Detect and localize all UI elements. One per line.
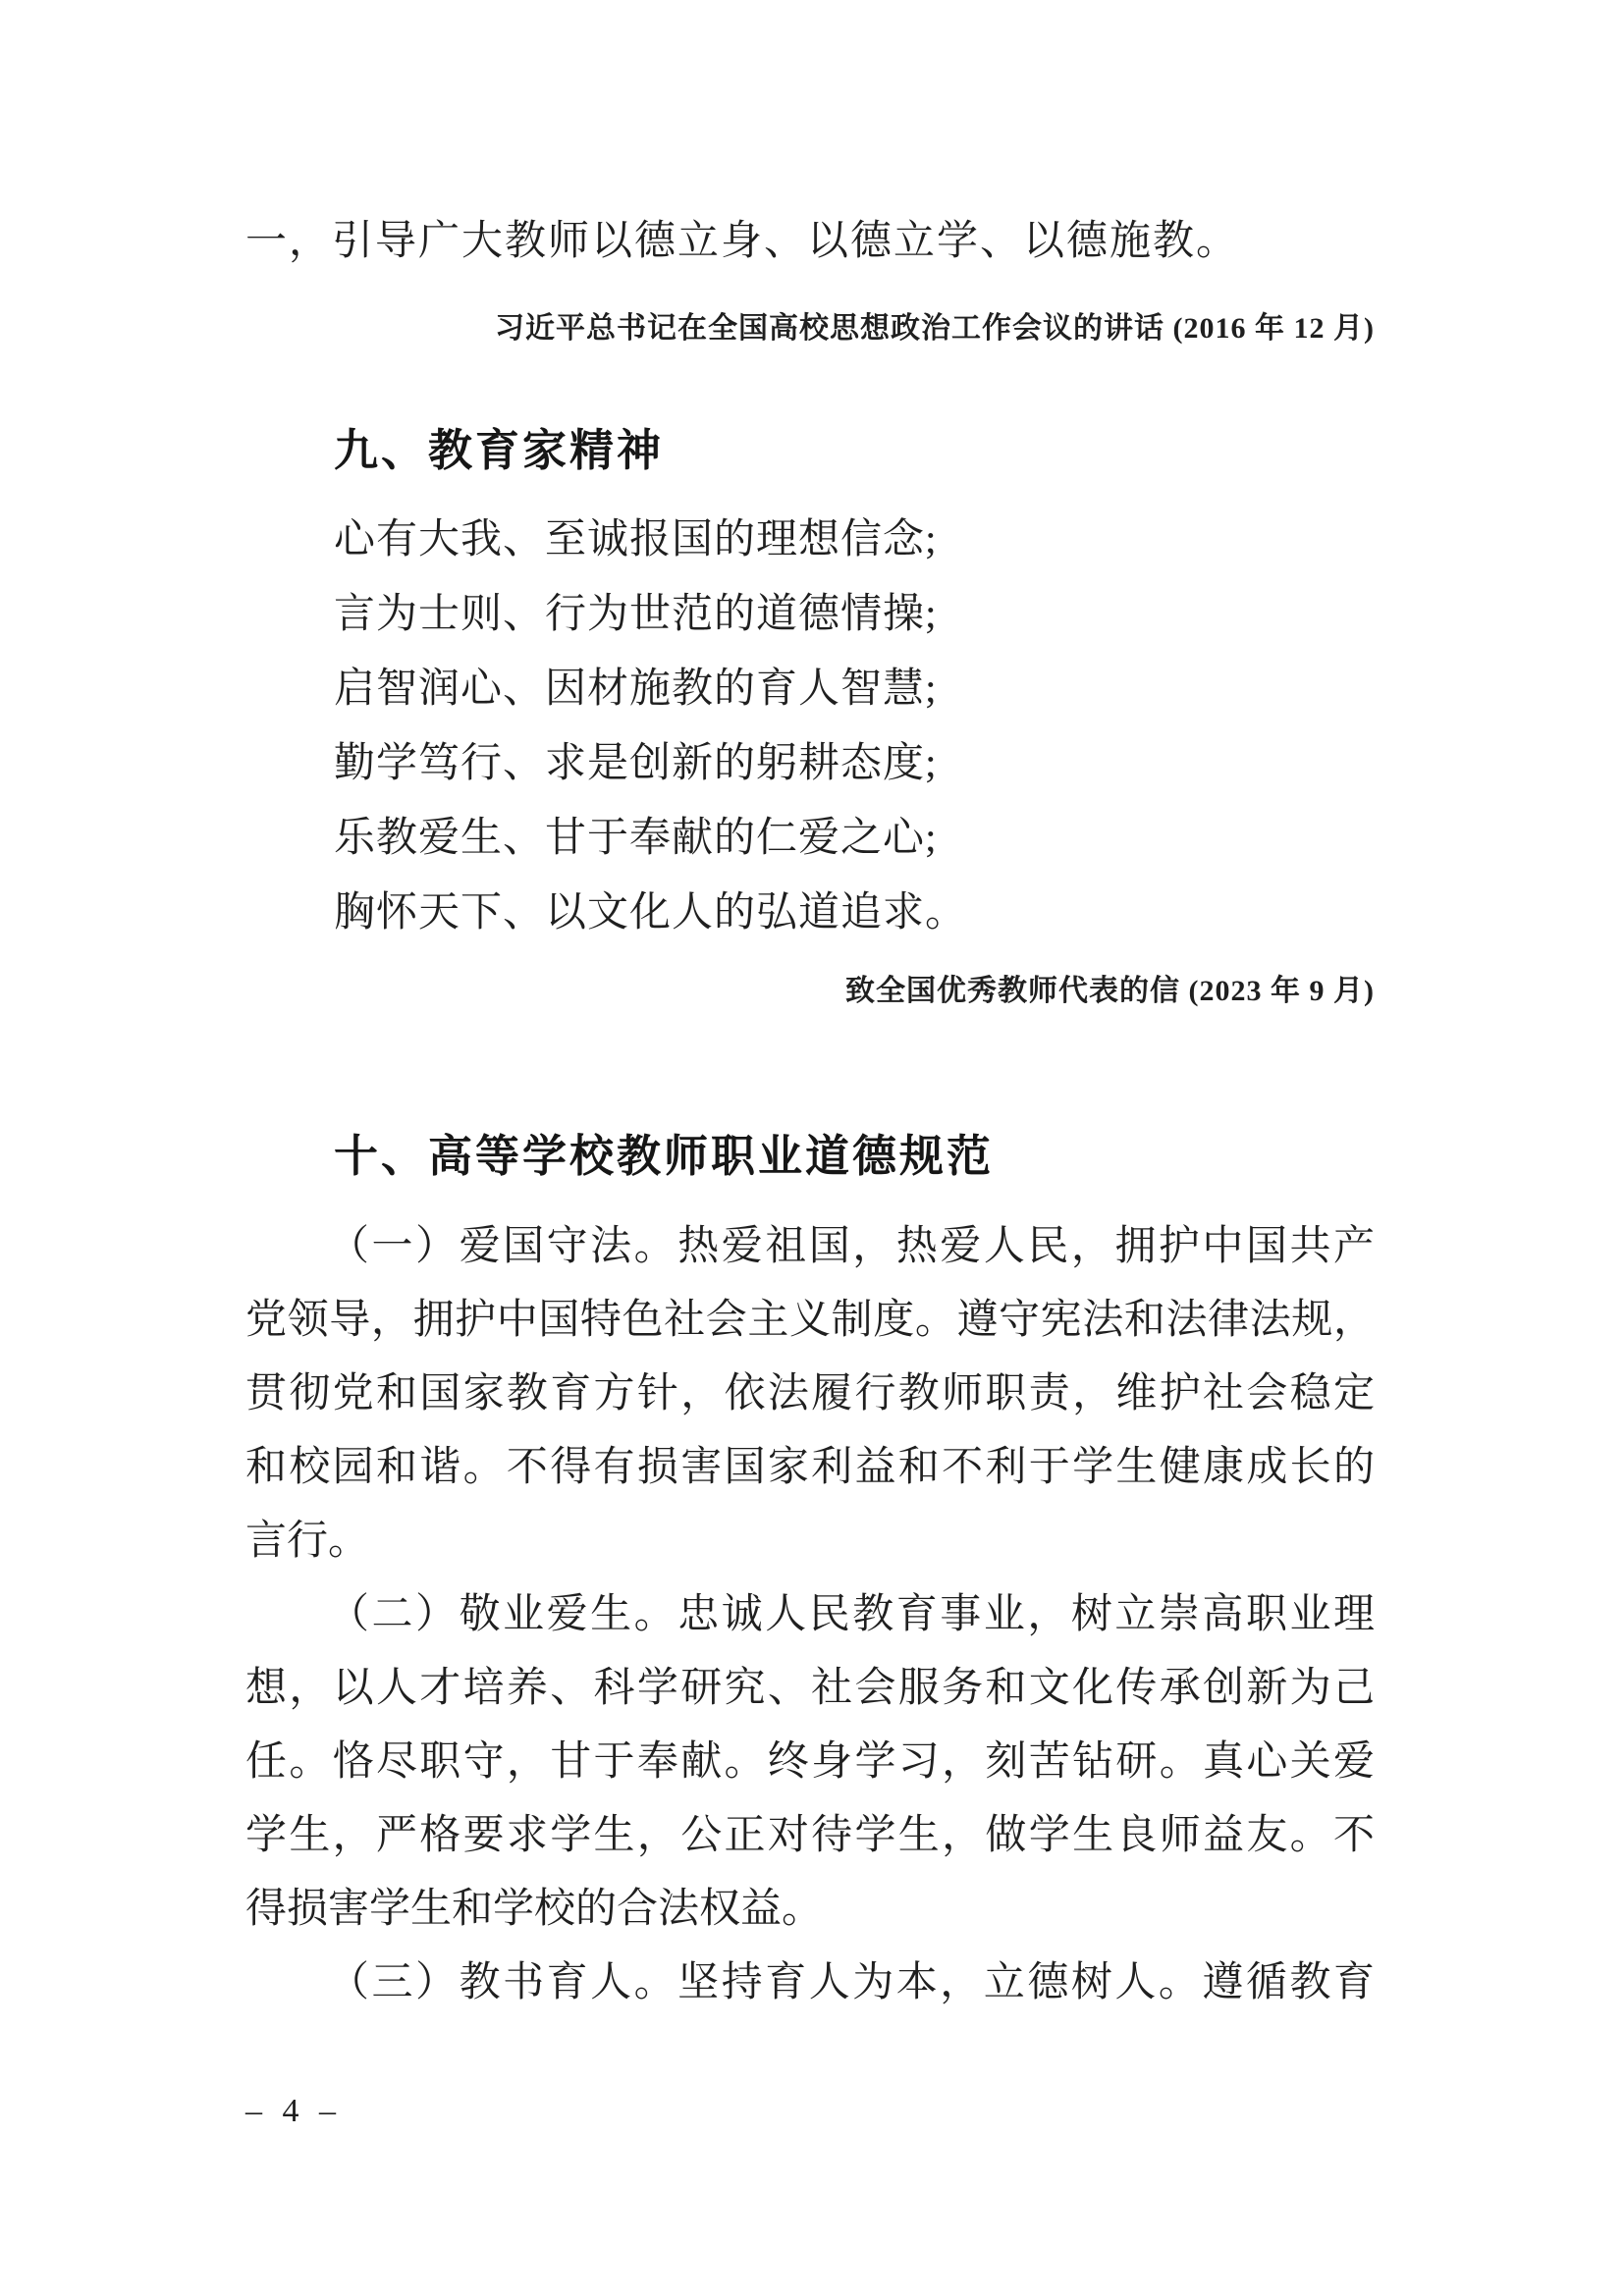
body-line-6: （二）敬业爱生。忠诚人民教育事业，树立崇高职业理 [328, 1592, 1375, 1637]
body-line-9: 学生，严格要求学生，公正对待学生，做学生良师益友。不 [245, 1813, 1375, 1858]
body-line-5: 言行。 [245, 1519, 370, 1564]
ethics-code-body [245, 1210, 1375, 2020]
body-line-3: 贯彻党和国家教育方针，依法履行教师职责，维护社会稳定 [245, 1371, 1375, 1416]
spirit-line-4: 勤学笃行、求是创新的躬耕态度; [334, 741, 938, 786]
spirit-line-3: 启智润心、因材施教的育人智慧; [334, 667, 938, 712]
spirit-line-6: 胸怀天下、以文化人的弘道追求。 [334, 890, 968, 935]
spirit-line-5: 乐教爱生、甘于奉献的仁爱之心; [334, 816, 938, 861]
body-line-8: 任。恪尽职守，甘于奉献。终身学习，刻苦钻研。真心关爱 [245, 1739, 1375, 1785]
attribution-letter-2023: 致全国优秀教师代表的信 (2023 年 9 月) [845, 975, 1375, 1007]
spirit-line-2: 言为士则、行为世范的道德情操; [334, 592, 938, 637]
body-line-1: （一）爱国守法。热爱祖国，热爱人民，拥护中国共产 [328, 1224, 1375, 1269]
spirit-line-1: 心有大我、至诚报国的理想信念; [334, 517, 938, 562]
page-number: – 4 – [245, 2093, 342, 2129]
body-line-7: 想，以人才培养、科学研究、社会服务和文化传承创新为己 [245, 1666, 1375, 1711]
body-line-11: （三）教书育人。坚持育人为本，立德树人。遵循教育 [328, 1960, 1375, 2005]
body-line-10: 得损害学生和学校的合法权益。 [245, 1887, 824, 1932]
section-heading-educator-spirit: 九、教育家精神 [334, 425, 665, 475]
educator-spirit-list [334, 503, 967, 950]
body-line-2: 党领导，拥护中国特色社会主义制度。遵守宪法和法律法规， [245, 1298, 1375, 1343]
intro-quote-line: 一，引导广大教师以德立身、以德立学、以德施教。 [245, 219, 1240, 264]
body-line-4: 和校园和谐。不得有损害国家利益和不利于学生健康成长的 [245, 1445, 1375, 1490]
section-heading-ethics-code: 十、高等学校教师职业道德规范 [334, 1131, 995, 1181]
attribution-speech-2016: 习近平总书记在全国高校思想政治工作会议的讲话 (2016 年 12 月) [495, 312, 1375, 345]
